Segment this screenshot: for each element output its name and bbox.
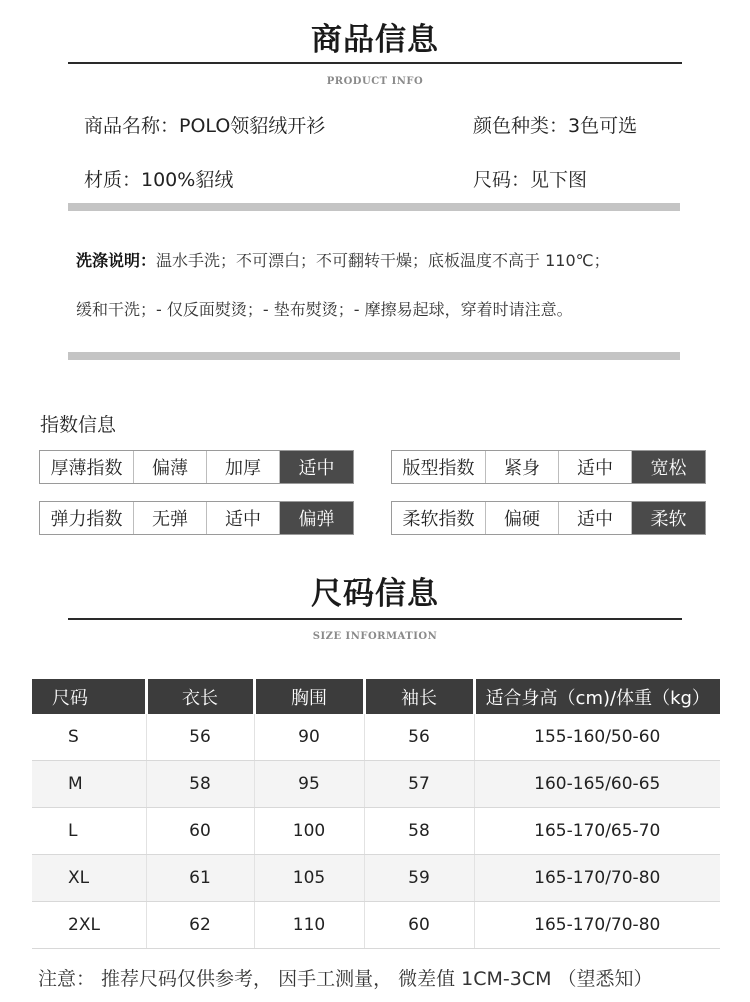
- index-label: 弹力指数: [40, 502, 134, 534]
- index-option: 紧身: [486, 451, 559, 483]
- wash-line-2: 缓和干洗；- 仅反面熨烫；- 垫布熨烫；- 摩擦易起球，穿着时请注意。: [76, 300, 573, 319]
- product-colors: 颜色种类：3色可选: [473, 115, 638, 137]
- table-cell: 95: [254, 761, 364, 808]
- index-row-softness: [391, 501, 706, 535]
- index-row-fit: [391, 450, 706, 484]
- table-cell: 165-170/70-80: [474, 902, 720, 949]
- table-cell: S: [32, 714, 146, 761]
- table-cell: 105: [254, 855, 364, 902]
- index-option: 适中: [559, 451, 632, 483]
- index-option: 偏硬: [486, 502, 559, 534]
- table-row: [32, 902, 720, 949]
- wash-line-1: [76, 248, 610, 271]
- table-cell: 110: [254, 902, 364, 949]
- table-cell: 57: [364, 761, 474, 808]
- index-row-thickness: [39, 450, 354, 484]
- table-cell: 61: [146, 855, 254, 902]
- product-name: 商品名称：POLO领貂绒开衫: [84, 115, 326, 137]
- table-cell: XL: [32, 855, 146, 902]
- column-header: 胸围: [254, 679, 364, 714]
- product-info-title: 商品信息: [311, 22, 439, 58]
- column-header: 适合身高（cm)/体重（kg）: [474, 679, 720, 714]
- size-info-title: 尺码信息: [311, 576, 439, 612]
- section-divider: [68, 352, 680, 360]
- table-cell: M: [32, 761, 146, 808]
- index-label: 柔软指数: [392, 502, 486, 534]
- size-table: [32, 679, 720, 949]
- table-cell: 56: [146, 714, 254, 761]
- size-info-rule: [68, 618, 682, 620]
- product-info-subtitle: PRODUCT INFO: [0, 76, 750, 87]
- index-option-selected: 柔软: [632, 502, 705, 534]
- product-material: 材质：100%貂绒: [84, 169, 234, 191]
- index-option-selected: 适中: [280, 451, 353, 483]
- index-option: 加厚: [207, 451, 280, 483]
- index-label: 版型指数: [392, 451, 486, 483]
- column-header: 袖长: [364, 679, 474, 714]
- size-note: 注意： 推荐尺码仅供参考， 因手工测量， 微差值 1CM-3CM （望悉知）: [38, 968, 653, 990]
- column-header: 衣长: [146, 679, 254, 714]
- wash-label: 洗涤说明：: [76, 251, 157, 270]
- product-info-rule: [68, 62, 682, 64]
- wash-text-1: 温水手洗；不可漂白；不可翻转干燥；底板温度不高于 110℃；: [156, 251, 610, 270]
- table-row: [32, 761, 720, 808]
- product-size: 尺码：见下图: [473, 169, 588, 191]
- table-cell: 165-170/70-80: [474, 855, 720, 902]
- table-cell: 90: [254, 714, 364, 761]
- table-row: [32, 714, 720, 761]
- table-cell: 165-170/65-70: [474, 808, 720, 855]
- table-cell: 2XL: [32, 902, 146, 949]
- table-cell: 58: [364, 808, 474, 855]
- index-title: 指数信息: [40, 414, 117, 436]
- table-cell: 56: [364, 714, 474, 761]
- column-header: 尺码: [32, 679, 146, 714]
- index-row-elasticity: [39, 501, 354, 535]
- table-cell: 62: [146, 902, 254, 949]
- index-option-selected: 偏弹: [280, 502, 353, 534]
- section-divider: [68, 203, 680, 211]
- table-row: [32, 855, 720, 902]
- table-cell: 160-165/60-65: [474, 761, 720, 808]
- index-option: 偏薄: [134, 451, 207, 483]
- index-option: 适中: [559, 502, 632, 534]
- table-cell: 59: [364, 855, 474, 902]
- index-option: 无弹: [134, 502, 207, 534]
- table-cell: 155-160/50-60: [474, 714, 720, 761]
- size-info-subtitle: SIZE INFORMATION: [0, 631, 750, 642]
- table-cell: 60: [364, 902, 474, 949]
- size-table-header: [32, 679, 720, 714]
- index-option-selected: 宽松: [632, 451, 705, 483]
- table-cell: 60: [146, 808, 254, 855]
- table-row: [32, 808, 720, 855]
- index-label: 厚薄指数: [40, 451, 134, 483]
- table-cell: 58: [146, 761, 254, 808]
- index-option: 适中: [207, 502, 280, 534]
- table-cell: L: [32, 808, 146, 855]
- table-cell: 100: [254, 808, 364, 855]
